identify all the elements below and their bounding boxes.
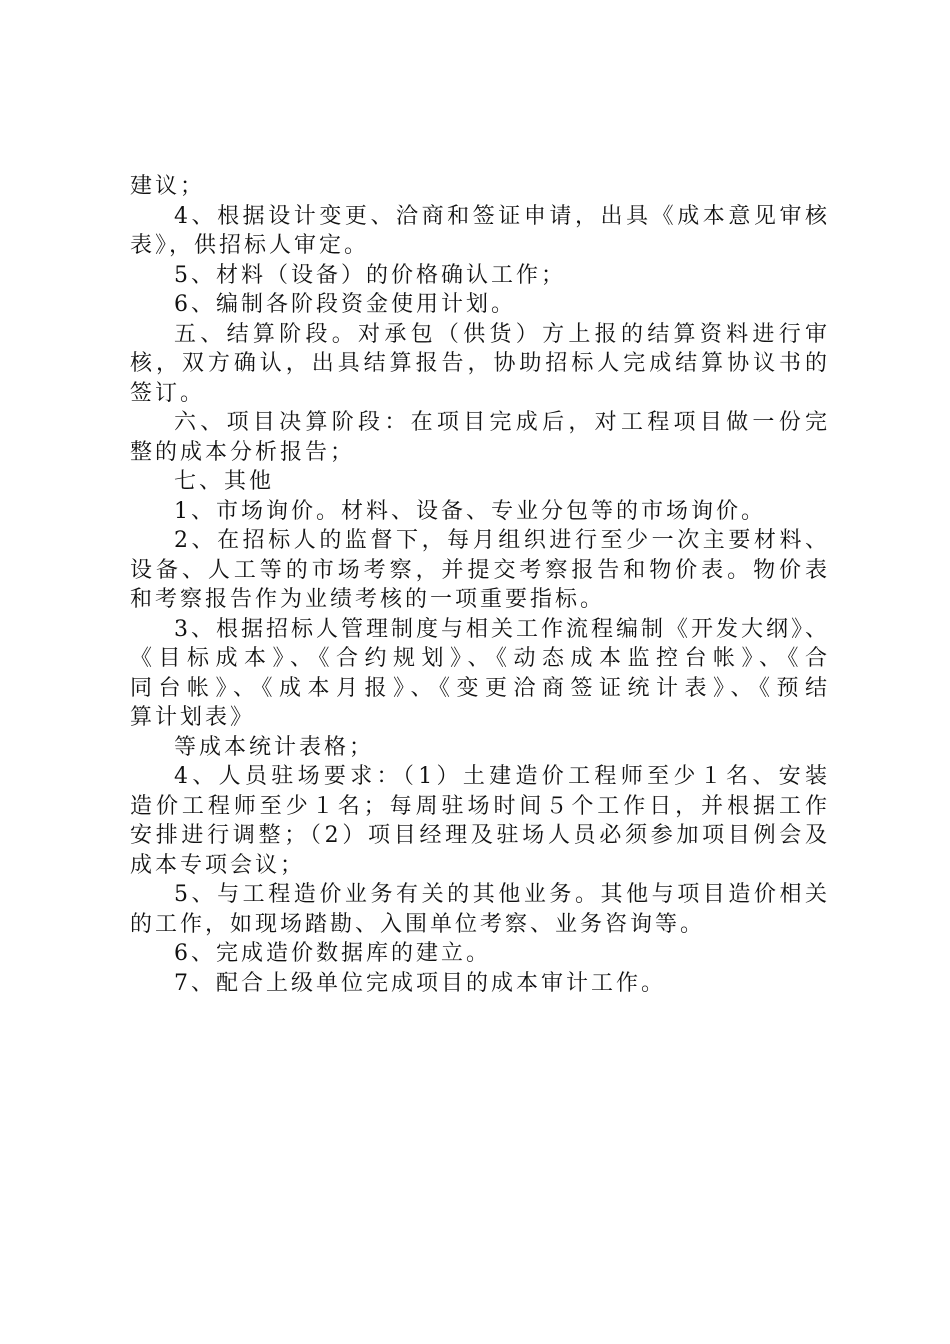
text-line: 等成本统计表格； (174, 734, 375, 760)
text-line: 安排进行调整；（2）项目经理及驻场人员必须参加项目例会及 (130, 823, 830, 848)
text-line: 表》，供招标人审定。 (130, 233, 370, 258)
text-line: 算计划表》 (130, 705, 256, 730)
text-line: 2、在招标人的监督下，每月组织进行至少一次主要材料、 (174, 528, 830, 553)
text-line: 7、配合上级单位完成项目的成本审计工作。 (174, 970, 666, 996)
text-line: 整的成本分析报告； (130, 439, 356, 465)
text-line: 和考察报告作为业绩考核的一项重要指标。 (130, 587, 606, 612)
text-line: 五、结算阶段。对承包（供货）方上报的结算资料进行审 (174, 321, 830, 347)
text-line: 5、与工程造价业务有关的其他业务。其他与项目造价相关 (174, 882, 830, 907)
text-line: 成本专项会议； (130, 852, 306, 878)
text-line: 的工作，如现场踏勘、入围单位考察、业务咨询等。 (130, 911, 706, 937)
text-line: 1、市场询价。材料、设备、专业分包等的市场询价。 (174, 498, 766, 524)
text-line: 核，双方确认，出具结算报告，协助招标人完成结算协议书的 (130, 351, 830, 376)
text-line: 建议； (130, 174, 206, 199)
text-line: 4、根据设计变更、洽商和签证申请，出具《成本意见审核 (174, 203, 830, 229)
text-line: 《目标成本》、《合约规划》、《动态成本监控台帐》、《合 (130, 646, 830, 671)
document-body (130, 172, 830, 998)
text-line: 5、材料（设备）的价格确认工作； (174, 262, 566, 288)
text-line: 4、人员驻场要求：（1）土建造价工程师至少１名、安装 (174, 764, 830, 789)
text-line: 6、编制各阶段资金使用计划。 (174, 292, 516, 317)
text-line: 六、项目决算阶段：在项目完成后，对工程项目做一份完 (174, 410, 830, 435)
text-line: 3、根据招标人管理制度与相关工作流程编制《开发大纲》、 (174, 616, 830, 642)
text-line: 签订。 (130, 380, 206, 406)
text-line: 同台帐》、《成本月报》、《变更洽商签证统计表》、《预结 (130, 675, 830, 701)
text-line: 6、完成造价数据库的建立。 (174, 941, 491, 966)
text-line: 七、其他 (174, 469, 275, 494)
text-line: 造价工程师至少１名；每周驻场时间５个工作日，并根据工作 (130, 793, 830, 819)
text-line: 设备、人工等的市场考察，并提交考察报告和物价表。物价表 (130, 557, 830, 583)
